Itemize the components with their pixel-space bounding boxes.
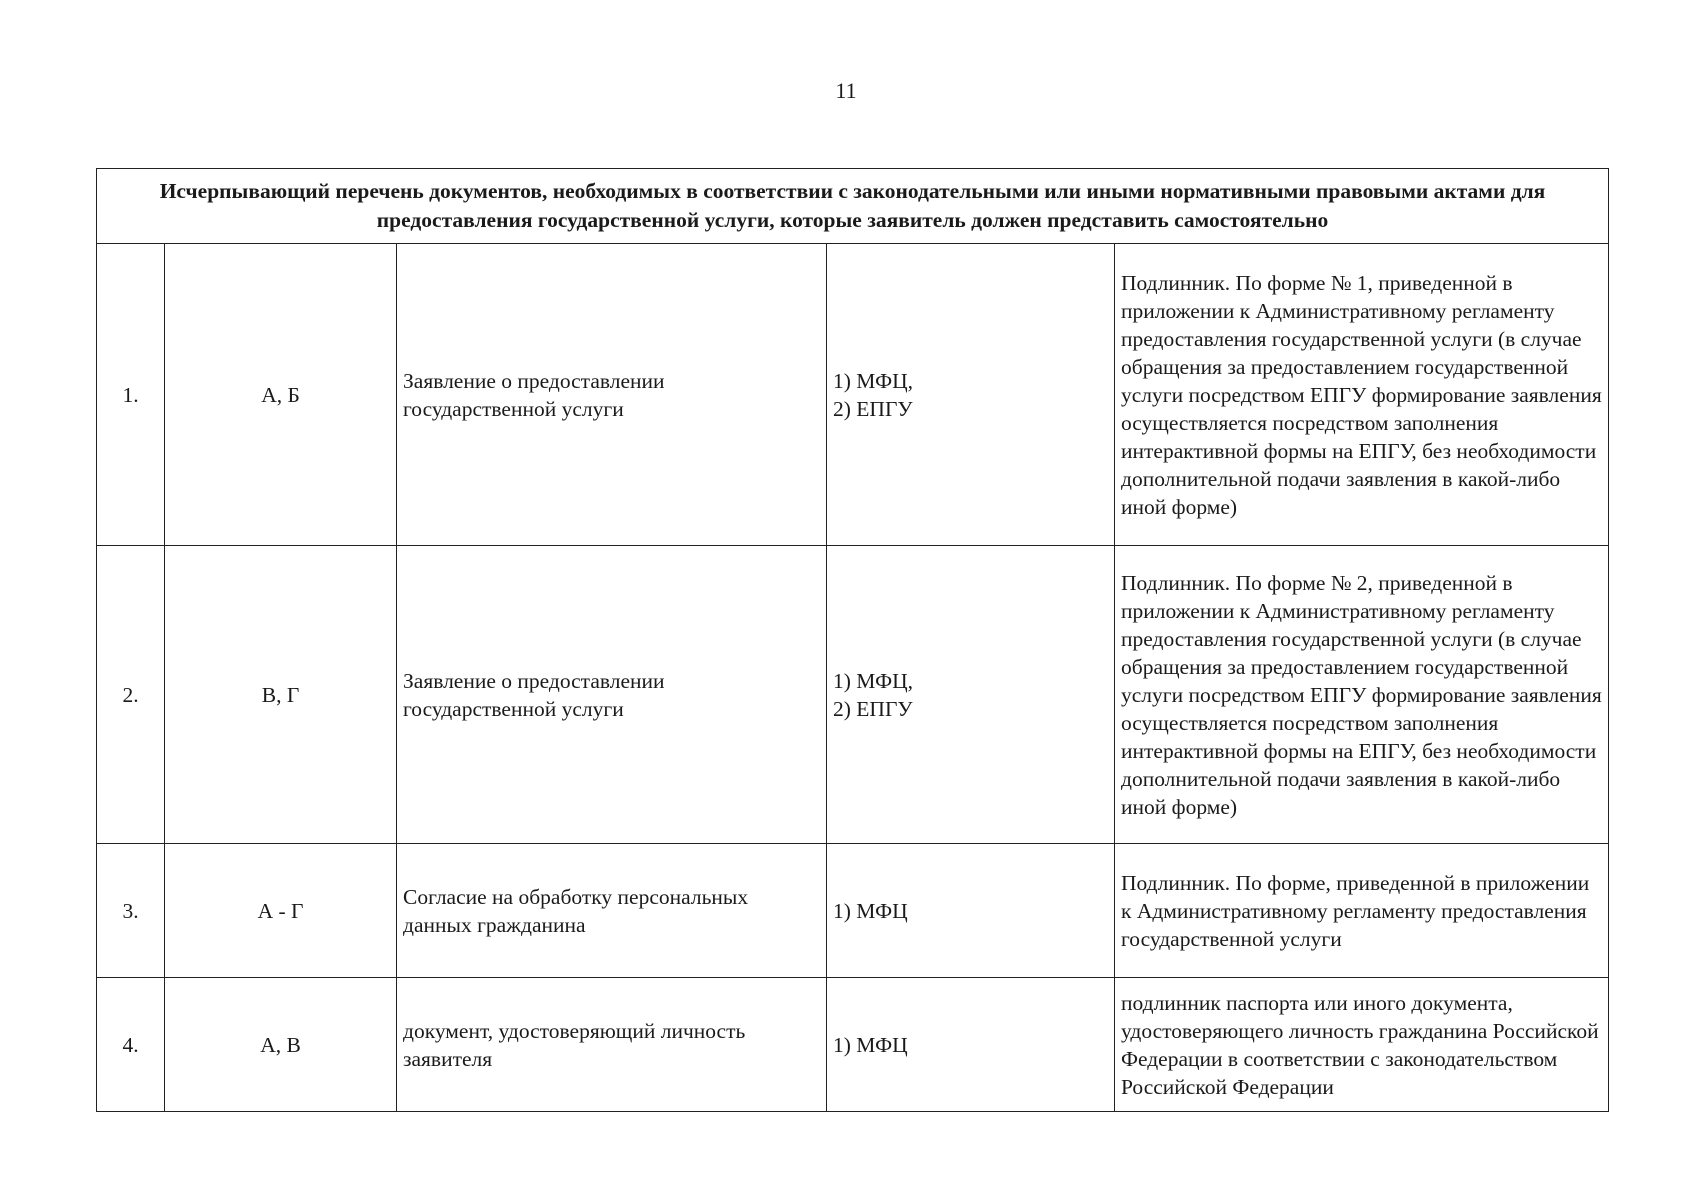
document-name: Согласие на обработку персональных данных гражданина — [397, 844, 827, 978]
table-row — [97, 546, 1609, 844]
document-name: Заявление о предоставлении государственной услуги — [397, 244, 827, 546]
submission-channels — [827, 844, 1115, 978]
applicant-categories: А - Г — [165, 844, 397, 978]
table-header: Исчерпывающий перечень документов, необходимых в соответствии с законодательными или иными нормативными правовыми актами для предоставления государственной услуги, которые заявитель должен представить самостоятельно — [97, 169, 1609, 244]
row-number: 1. — [97, 244, 165, 546]
document-requirements: Подлинник. По форме, приведенной в приложении к Административному регламенту предоставления государственной услуги — [1115, 844, 1609, 978]
table-row — [97, 978, 1609, 1112]
channel-line: 2) ЕПГУ — [833, 696, 913, 721]
row-number: 3. — [97, 844, 165, 978]
documents-table — [96, 168, 1609, 1112]
applicant-categories: А, В — [165, 978, 397, 1112]
applicant-categories: В, Г — [165, 546, 397, 844]
document-requirements: подлинник паспорта или иного документа, удостоверяющего личность гражданина Российской Федерации в соответствии с законодательством Российской Федерации — [1115, 978, 1609, 1112]
document-requirements: Подлинник. По форме № 2, приведенной в приложении к Административному регламенту предоставления государственной услуги (в случае обращения за предоставлением государственной услуги посредством ЕПГУ формирование заявления осуществляется посредством заполнения интерактивной формы на ЕПГУ, без необходимости дополнительной подачи заявления в какой-либо иной форме) — [1115, 546, 1609, 844]
submission-channels — [827, 978, 1115, 1112]
channel-line: 1) МФЦ — [833, 1032, 908, 1057]
document-name: Заявление о предоставлении государственной услуги — [397, 546, 827, 844]
applicant-categories: А, Б — [165, 244, 397, 546]
document-requirements: Подлинник. По форме № 1, приведенной в приложении к Административному регламенту предоставления государственной услуги (в случае обращения за предоставлением государственной услуги посредством ЕПГУ формирование заявления осуществляется посредством заполнения интерактивной формы на ЕПГУ, без необходимости дополнительной подачи заявления в какой-либо иной форме) — [1115, 244, 1609, 546]
channel-line: 1) МФЦ, — [833, 368, 914, 393]
document-name: документ, удостоверяющий личность заявителя — [397, 978, 827, 1112]
page-number: 11 — [835, 78, 857, 103]
submission-channels — [827, 244, 1115, 546]
channel-line: 1) МФЦ, — [833, 668, 914, 693]
channel-line: 2) ЕПГУ — [833, 396, 913, 421]
table-row — [97, 244, 1609, 546]
submission-channels — [827, 546, 1115, 844]
row-number: 2. — [97, 546, 165, 844]
row-number: 4. — [97, 978, 165, 1112]
table-header-row — [97, 169, 1609, 244]
channel-line: 1) МФЦ — [833, 898, 908, 923]
table-row — [97, 844, 1609, 978]
